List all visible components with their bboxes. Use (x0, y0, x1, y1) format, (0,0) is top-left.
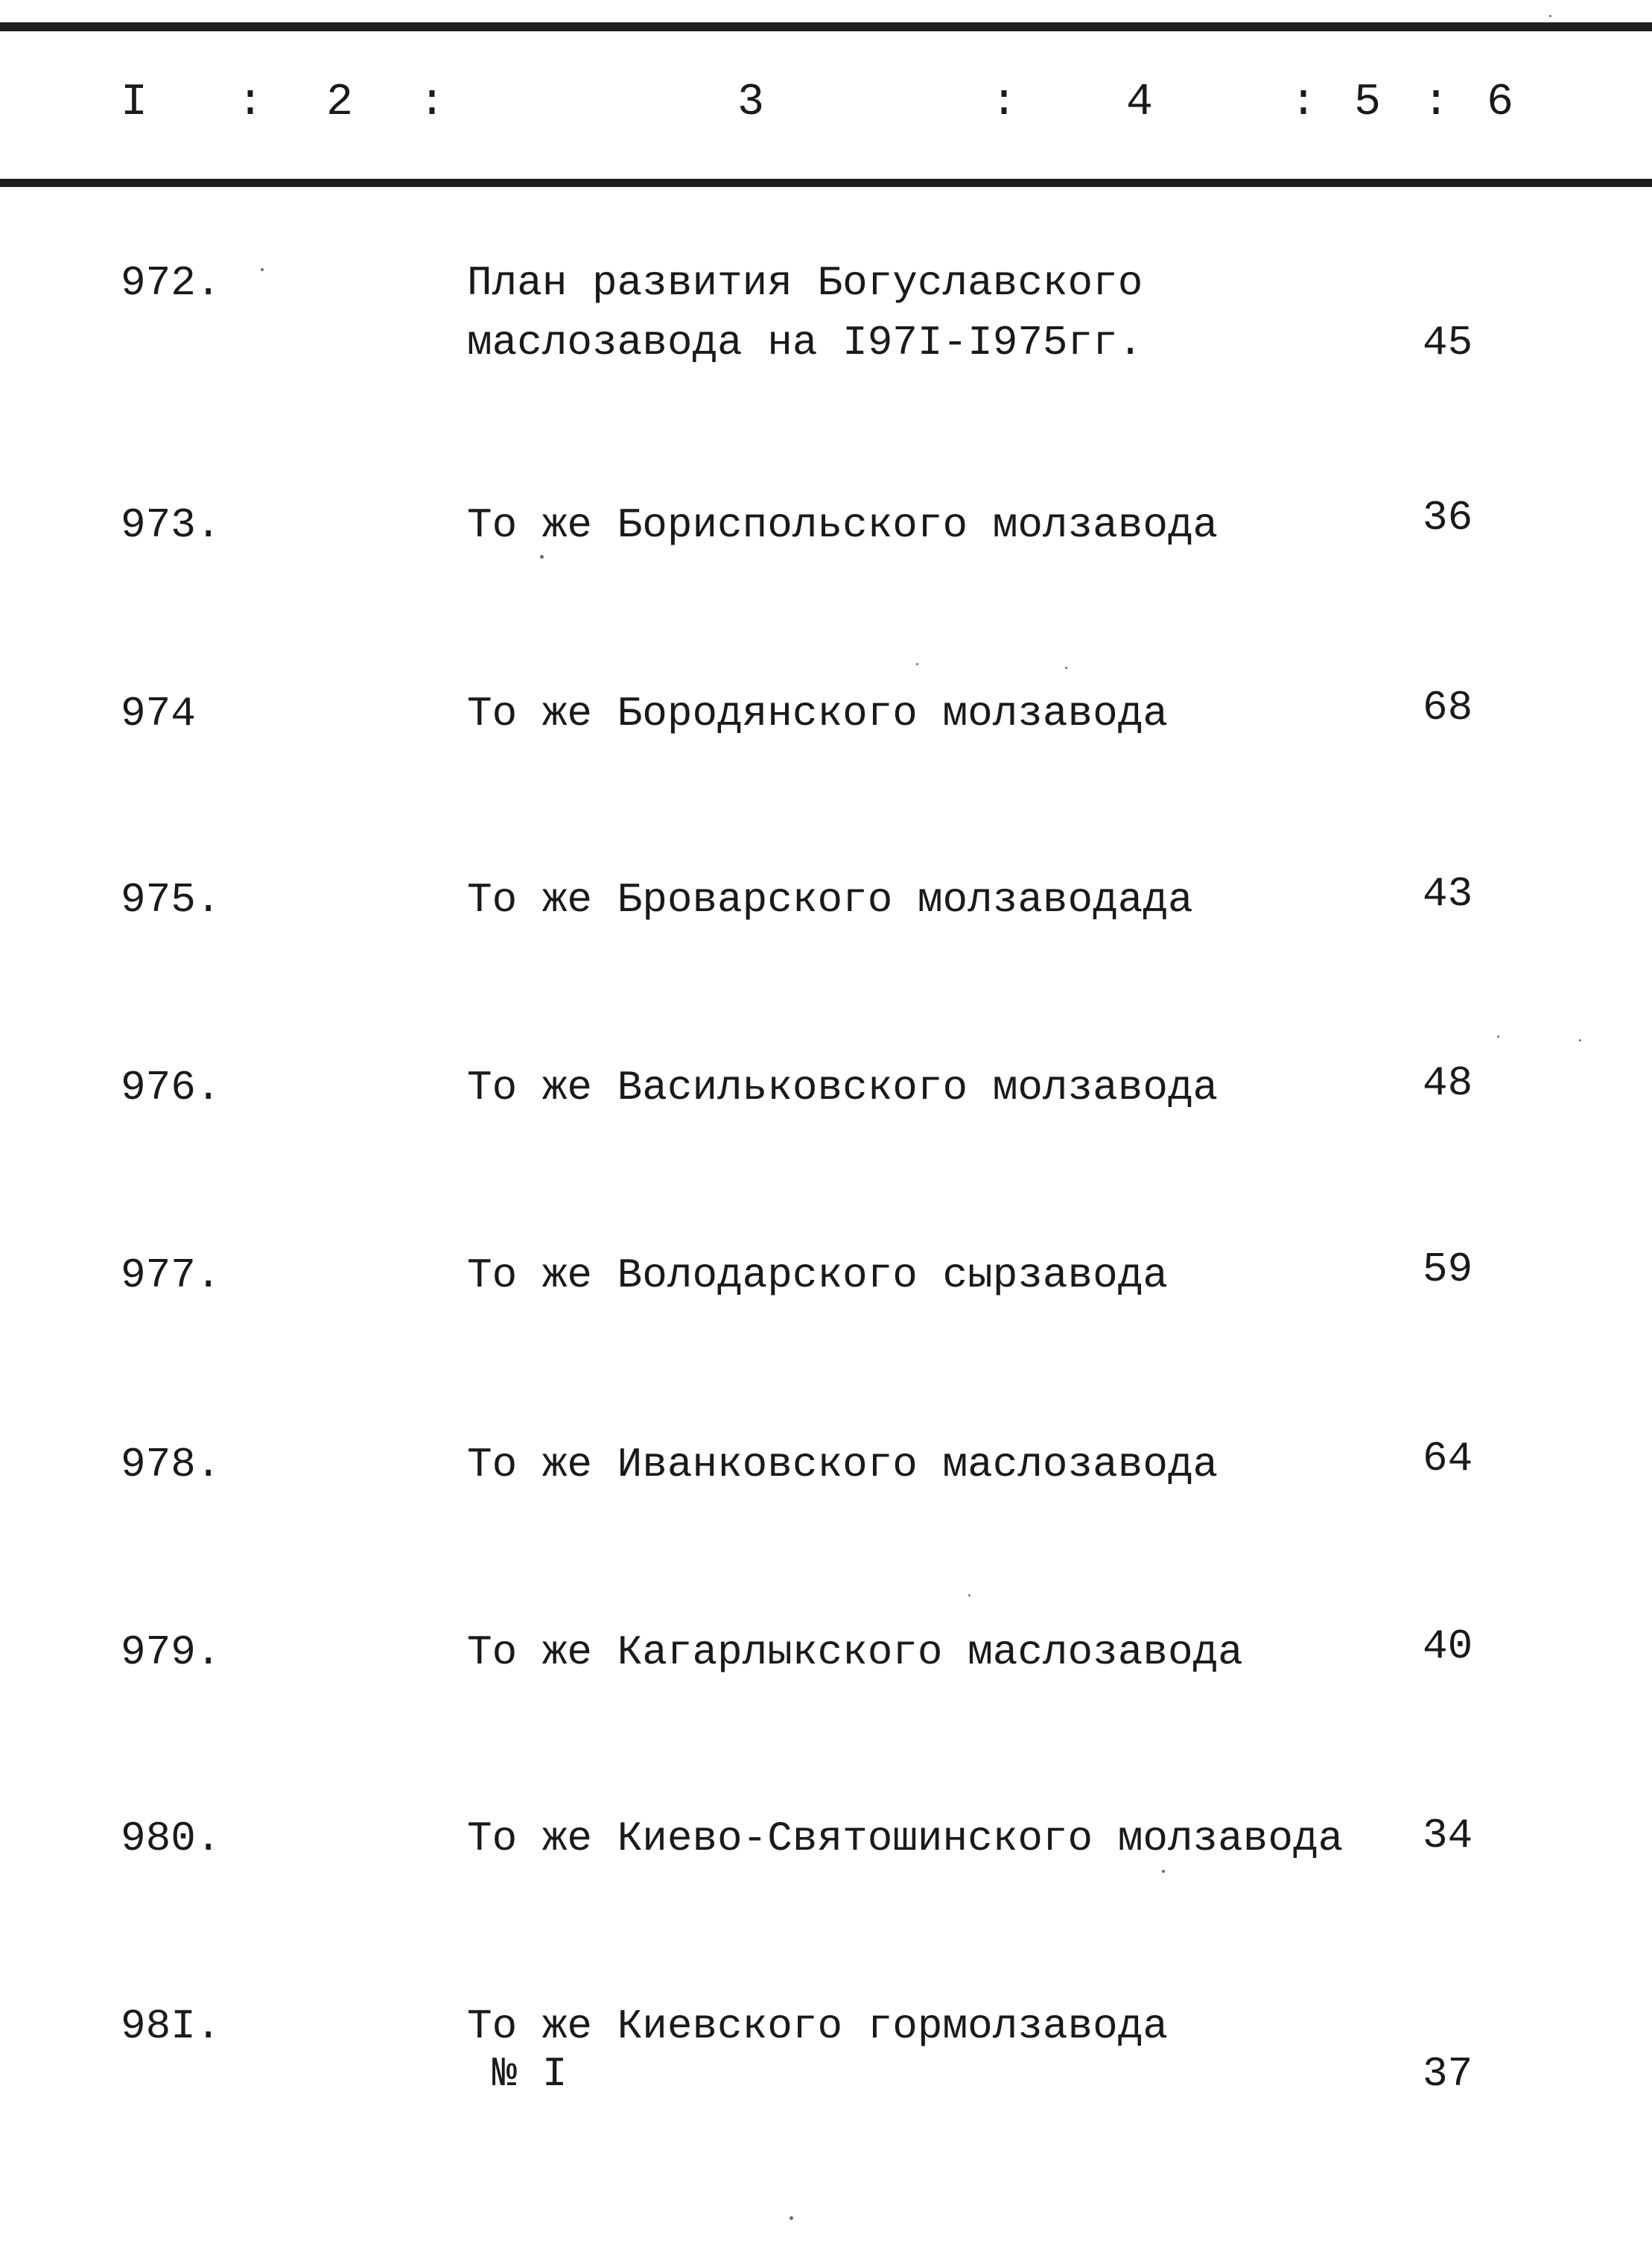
item-title-line: То же Броварского молзаводада (467, 876, 1193, 924)
item-sheet-count: 40 (1423, 1623, 1473, 1670)
column-separator: : (1290, 77, 1318, 128)
item-sheet-count: 68 (1423, 684, 1473, 732)
scan-speck (916, 663, 918, 665)
item-title-line: То же Васильковского молзавода (467, 1064, 1219, 1111)
header-rule (0, 179, 1652, 187)
scan-speck (1497, 1035, 1499, 1038)
item-number: 977. (121, 1252, 221, 1299)
column-header-6: 6 (1487, 77, 1514, 128)
item-title-line: № I (467, 2050, 568, 2098)
scan-speck (968, 1594, 970, 1596)
scan-speck (261, 268, 264, 271)
item-sheet-count: 34 (1423, 1812, 1473, 1859)
scan-speck (1162, 1870, 1165, 1873)
item-sheet-count: 45 (1423, 319, 1473, 367)
column-header-4: 4 (1126, 77, 1154, 128)
column-separator: : (419, 77, 446, 128)
item-sheet-count: 37 (1423, 2050, 1473, 2098)
column-separator: : (1423, 77, 1450, 128)
item-title-line: То же Володарского сырзавода (467, 1252, 1168, 1299)
item-title-line: То же Иванковского маслозавода (467, 1441, 1219, 1488)
item-title-line: План развития Богуславского (467, 259, 1143, 307)
item-number: 972. (121, 259, 221, 307)
column-header-2: 2 (326, 77, 354, 128)
item-title-line: То же Киево-Святошинского молзавода (467, 1815, 1344, 1862)
scan-speck (540, 555, 544, 559)
item-title-line: То же Киевского гормолзавода (467, 2002, 1168, 2050)
item-number: 974 (121, 690, 196, 738)
item-number: 975. (121, 876, 221, 924)
item-number: 973. (121, 501, 221, 549)
item-title-line: То же Кагарлыкского маслозавода (467, 1628, 1243, 1676)
item-title-line: маслозавода на I97I-I975гг. (467, 319, 1143, 367)
top-rule (0, 22, 1652, 31)
scan-speck (1549, 15, 1551, 17)
item-sheet-count: 59 (1423, 1246, 1473, 1293)
column-header-1: I (121, 77, 148, 128)
item-sheet-count: 48 (1423, 1059, 1473, 1107)
scan-speck (1065, 667, 1067, 669)
column-header-5: 5 (1354, 77, 1382, 128)
scan-speck (790, 2216, 793, 2220)
item-number: 980. (121, 1815, 221, 1862)
item-sheet-count: 43 (1423, 870, 1473, 918)
column-separator: : (237, 77, 264, 128)
column-separator: : (991, 77, 1018, 128)
item-number: 978. (121, 1441, 221, 1488)
item-title-line: То же Бородянского молзавода (467, 690, 1168, 738)
item-number: 976. (121, 1064, 221, 1111)
item-number: 98I. (121, 2002, 221, 2050)
item-sheet-count: 36 (1423, 494, 1473, 542)
scan-speck (1579, 1039, 1581, 1041)
column-header-3: 3 (737, 77, 765, 128)
item-sheet-count: 64 (1423, 1435, 1473, 1482)
item-title-line: То же Бориспольского молзавода (467, 501, 1219, 549)
item-number: 979. (121, 1628, 221, 1676)
